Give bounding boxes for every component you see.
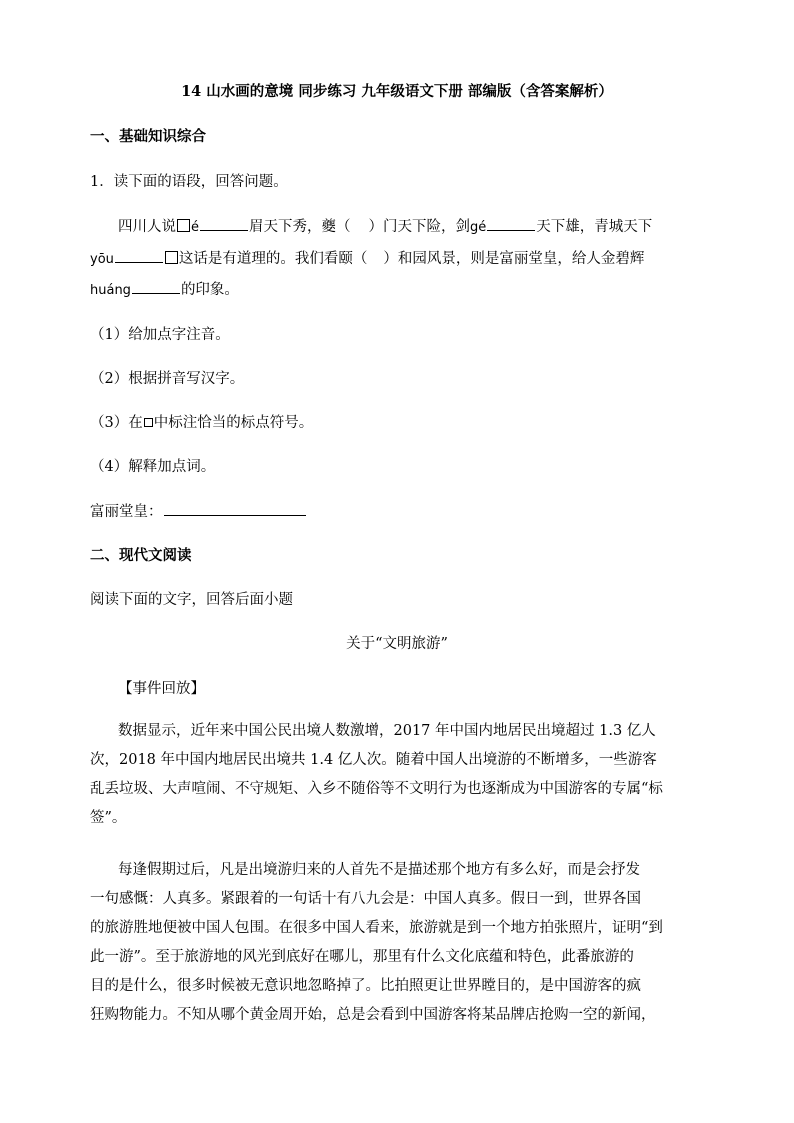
- fill-label: 富丽堂皇：: [90, 504, 163, 520]
- paragraph-line: 乱丢垃圾、大声喧闹、不守规矩、入乡不随俗等不文明行为也逐渐成为中国游客的专属“标: [90, 781, 663, 797]
- paragraph-line: 一句感慨：人真多。紧跟着的一句话十有八九会是：中国人真多。假日一到，世界各国: [90, 891, 641, 907]
- article-title: 关于“文明旅游”: [346, 636, 448, 652]
- answer-blank[interactable]: [487, 216, 535, 231]
- answer-blank[interactable]: [164, 501, 306, 516]
- passage-text: 眉天下秀，夔（: [249, 219, 351, 235]
- punctuation-box-icon: [144, 418, 153, 427]
- passage-line-2: [90, 248, 644, 270]
- paragraph-line: 次，2018 年中国内地居民出境共 1.4 亿人次。随着中国人出境游的不断增多，一些游客: [90, 752, 657, 768]
- paragraph-line: 此一游”。至于旅游地的风光到底好在哪儿，那里有什么文化底蕴和特色，此番旅游的: [90, 949, 634, 965]
- question-1-stem: 1．读下面的语段，回答问题。: [90, 174, 288, 190]
- document-title: 14 山水画的意境 同步练习 九年级语文下册 部编版（含答案解析）: [181, 83, 613, 100]
- passage-text: 四川人说: [118, 219, 176, 235]
- pinyin-ge: gé: [470, 220, 487, 235]
- reading-instruction: 阅读下面的文字，回答后面小题: [90, 592, 293, 608]
- paragraph-2: [90, 856, 712, 1030]
- section2-heading: 二、现代文阅读: [90, 547, 192, 564]
- sub-question-3: [90, 413, 313, 433]
- answer-blank[interactable]: [200, 216, 248, 231]
- paragraph-line: 签”。: [90, 810, 127, 826]
- passage-text: 这话是有道理的。我们看颐（: [178, 251, 368, 267]
- passage-text: 的印象。: [180, 282, 239, 298]
- fill-line: [90, 501, 307, 522]
- passage-text: 天下雄，青城天下: [536, 219, 653, 235]
- sub-question-text: （3）在: [90, 415, 143, 431]
- pinyin-e: é: [191, 220, 199, 235]
- pinyin-huang: huáng: [90, 283, 131, 298]
- paragraph-1: [90, 717, 712, 833]
- passage-text: ）和园风景，则是富丽堂皇，给人金碧辉: [383, 251, 645, 267]
- answer-blank[interactable]: [132, 279, 180, 294]
- pinyin-you: yōu: [90, 252, 114, 267]
- paragraph-line: 目的是什么，很多时候被无意识地忽略掉了。比拍照更让世界瞠目的，是中国游客的疯: [90, 978, 641, 994]
- answer-blank[interactable]: [115, 248, 163, 263]
- sub-question-2: （2）根据拼音写汉字。: [90, 371, 245, 387]
- passage-line-1: [118, 216, 652, 238]
- passage-line-3: [90, 279, 239, 301]
- paragraph-line: 每逢假期过后，凡是出境游归来的人首先不是描述那个地方有多么好，而是会抒发: [118, 862, 640, 878]
- paragraph-line: 数据显示，近年来中国公民出境人数激增，2017 年中国内地居民出境超过 1.3 亿人: [118, 723, 656, 739]
- sub-question-1: （1）给加点字注音。: [90, 327, 230, 343]
- paragraph-line: 的旅游胜地便被中国人包围。在很多中国人看来，旅游就是到一个地方拍张照片，证明“到: [90, 920, 663, 936]
- sub-question-text: 中标注恰当的标点符号。: [153, 415, 314, 431]
- paragraph-line: 狂购物能力。不知从哪个黄金周开始，总是会看到中国游客将某品牌店抢购一空的新闻，: [90, 1007, 656, 1023]
- punctuation-box[interactable]: [177, 219, 190, 232]
- passage-text: ）门天下险，剑: [368, 219, 470, 235]
- sub-question-4: （4）解释加点词。: [90, 459, 216, 475]
- part-label: 【事件回放】: [118, 681, 205, 697]
- section1-heading: 一、基础知识综合: [90, 128, 206, 145]
- punctuation-box[interactable]: [165, 251, 178, 264]
